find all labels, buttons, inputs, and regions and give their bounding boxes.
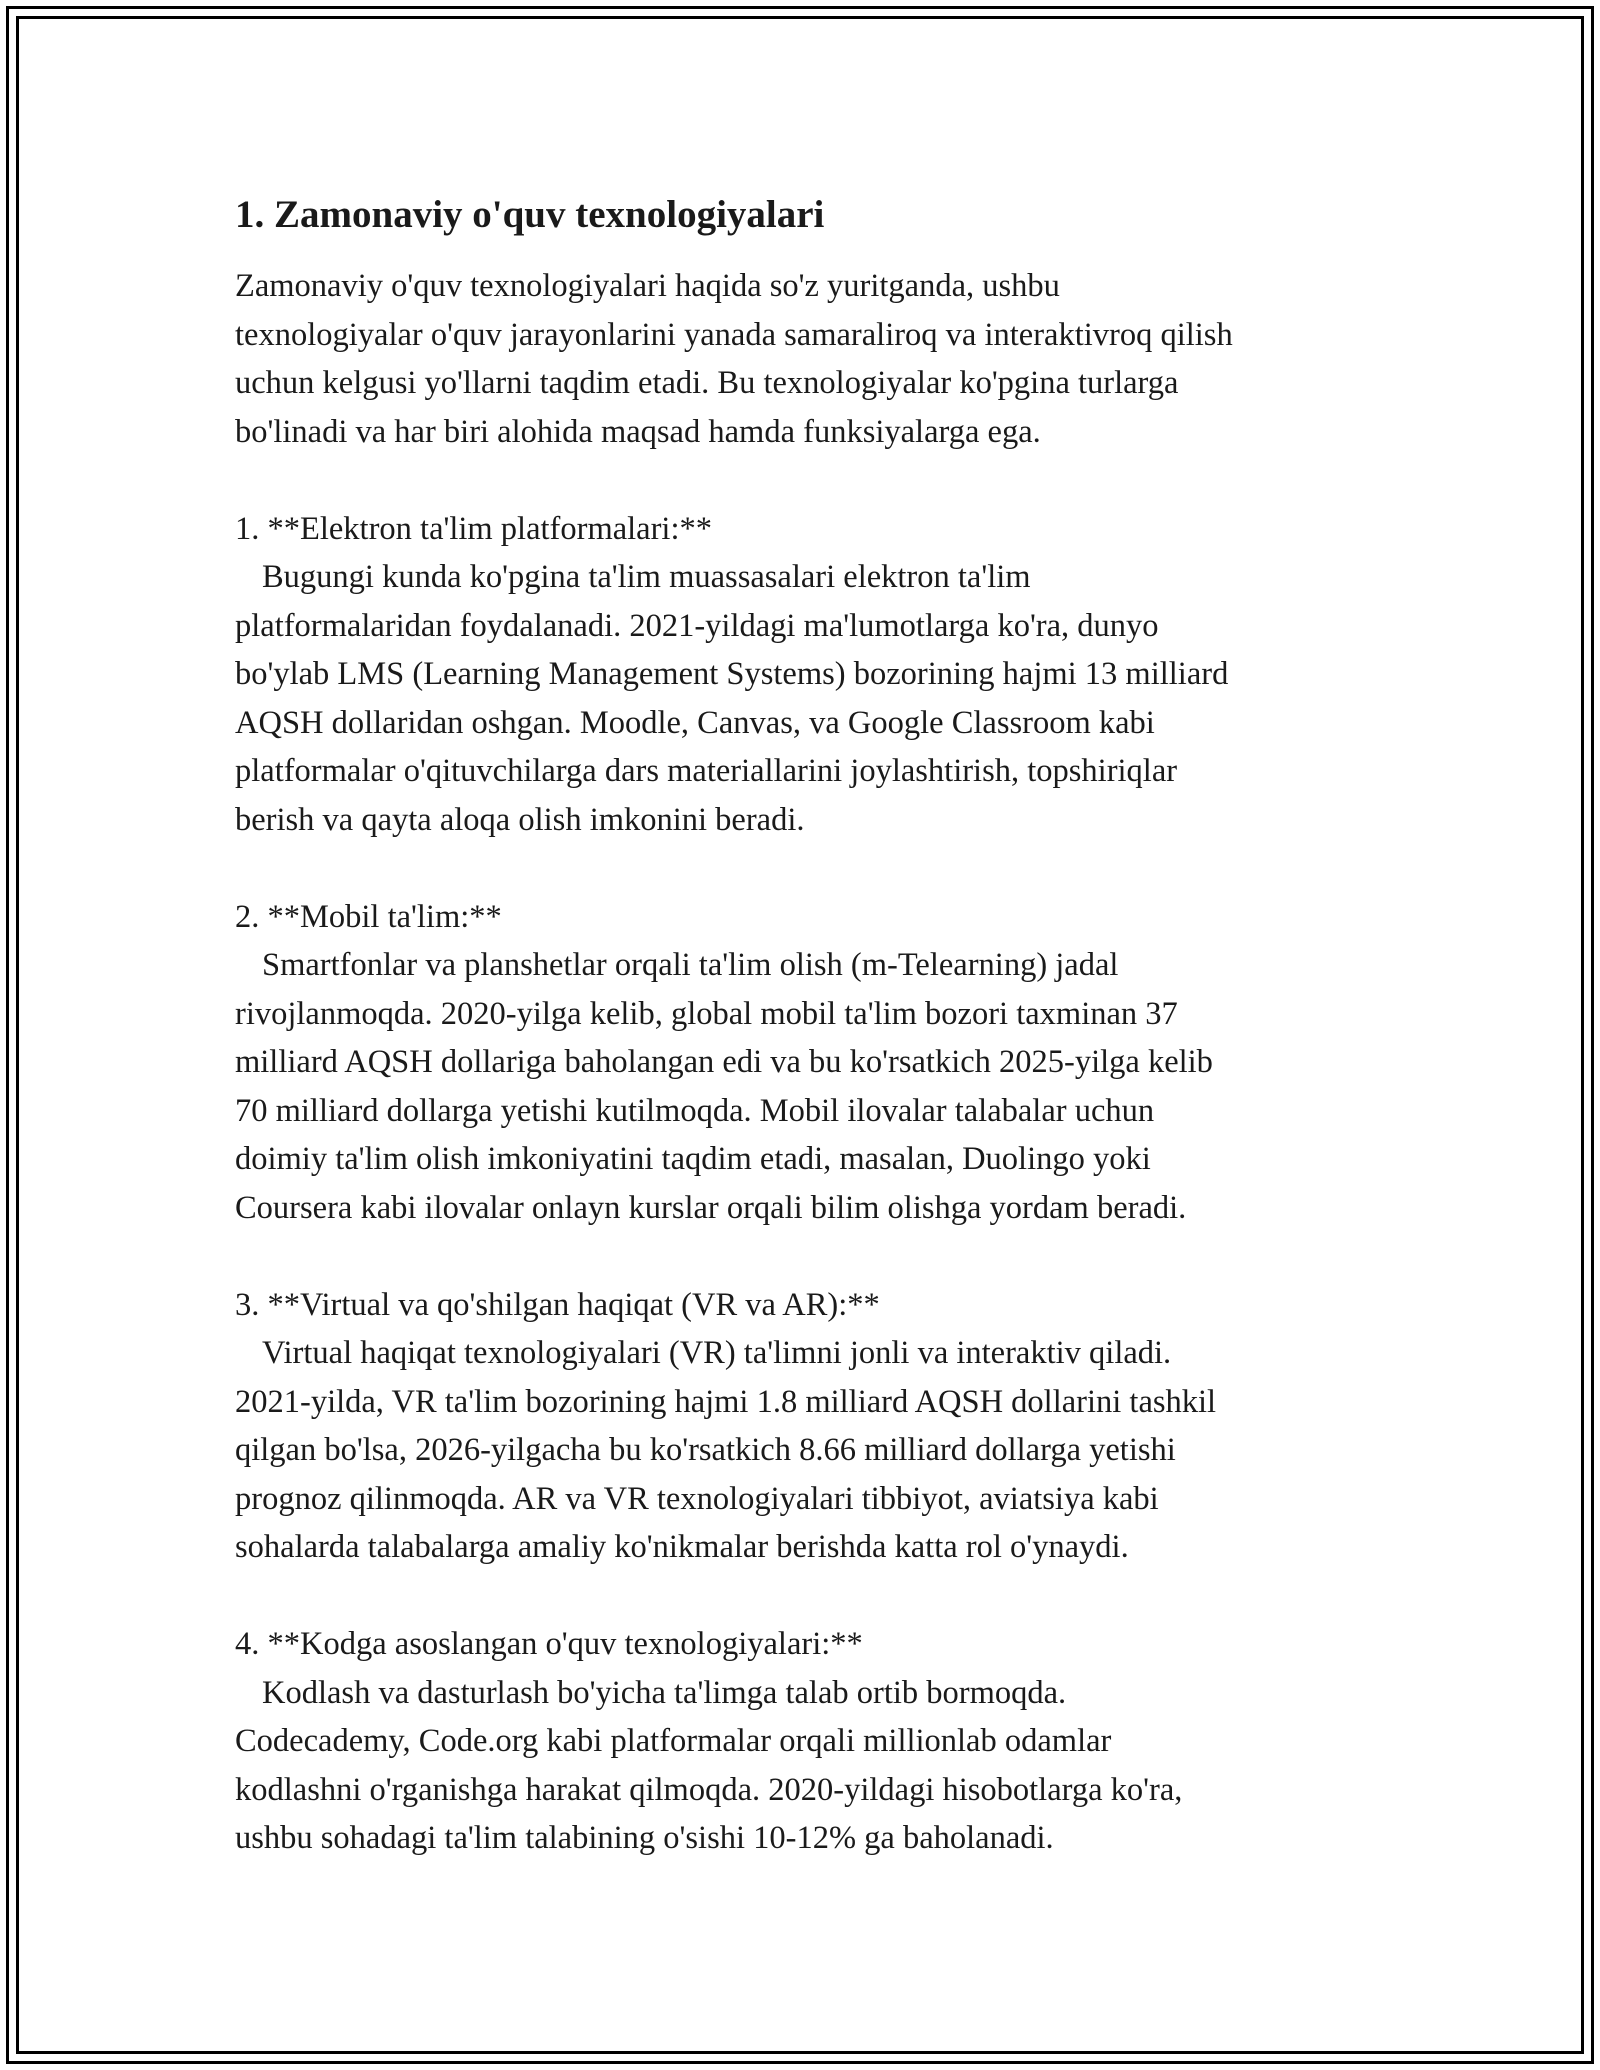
section-kodlash: [235, 1620, 1365, 1863]
section-line: prognoz qilinmoqda. AR va VR texnologiyalari tibbiyot, aviatsiya kabi: [235, 1480, 1159, 1517]
intro-line: Zamonaviy o'quv texnologiyalari haqida so'z yuritganda, ushbu: [235, 268, 1060, 304]
document-title: 1. Zamonaviy o'quv texnologiyalari: [235, 193, 825, 236]
section-vr-ar: [235, 1281, 1365, 1572]
section-heading: 2. **Mobil ta'lim:**: [235, 898, 502, 935]
section-line: kodlashni o'rganishga harakat qilmoqda. 2020-yildagi hisobotlarga ko'ra,: [235, 1771, 1183, 1808]
intro-line: texnologiyalar o'quv jarayonlarini yanada samaraliroq va interaktivroq qilish: [235, 316, 1233, 353]
section-line: Virtual haqiqat texnologiyalari (VR) ta'limni jonli va interaktiv qiladi.: [262, 1335, 1172, 1371]
section-mobil-talim: [235, 893, 1365, 1233]
section-heading: 4. **Kodga asoslangan o'quv texnologiyalari:**: [235, 1626, 863, 1662]
section-line: ushbu sohadagi ta'lim talabining o'sishi 10-12% ga baholanadi.: [235, 1820, 1054, 1856]
section-line: rivojlanmoqda. 2020-yilga kelib, global mobil ta'lim bozori taxminan 37: [235, 995, 1178, 1032]
section-line: AQSH dollaridan oshgan. Moodle, Canvas, va Google Classroom kabi: [235, 704, 1155, 741]
section-line: milliard AQSH dollariga baholangan edi va bu ko'rsatkich 2025-yilga kelib: [235, 1044, 1213, 1080]
section-line: qilgan bo'lsa, 2026-yilgacha bu ko'rsatkich 8.66 milliard dollarga yetishi: [235, 1432, 1176, 1468]
section-heading: 3. **Virtual va qo'shilgan haqiqat (VR va AR):**: [235, 1286, 880, 1323]
section-line: Kodlash va dasturlash bo'yicha ta'limga talab ortib bormoqda.: [262, 1674, 1067, 1711]
section-line: platformalaridan foydalanadi. 2021-yildagi ma'lumotlarga ko'ra, dunyo: [235, 607, 1159, 644]
section-elektron-talim: [235, 505, 1365, 845]
section-line: Bugungi kunda ko'pgina ta'lim muassasalari elektron ta'lim: [262, 559, 1031, 595]
section-line: Codecademy, Code.org kabi platformalar orqali millionlab odamlar: [235, 1723, 1112, 1759]
section-line: bo'ylab LMS (Learning Management Systems) bozorining hajmi 13 milliard: [235, 656, 1229, 692]
section-line: 2021-yilda, VR ta'lim bozorining hajmi 1.8 milliard AQSH dollarini tashkil: [235, 1383, 1217, 1420]
section-line: platformalar o'qituvchilarga dars materiallarini joylashtirish, topshiriqlar: [235, 753, 1178, 789]
intro-paragraph: [235, 262, 1365, 456]
section-line: berish va qayta aloqa olish imkonini beradi.: [235, 801, 805, 838]
intro-line: bo'linadi va har biri alohida maqsad hamda funksiyalarga ega.: [235, 413, 1041, 450]
section-line: sohalarda talabalarga amaliy ko'nikmalar berishda katta rol o'ynaydi.: [235, 1529, 1129, 1565]
section-line: Smartfonlar va planshetlar orqali ta'lim olish (m-Telearning) jadal: [262, 947, 1119, 983]
section-line: 70 milliard dollarga yetishi kutilmoqda. Mobil ilovalar talabalar uchun: [235, 1092, 1155, 1129]
document-body: [235, 190, 1365, 1863]
section-heading: 1. **Elektron ta'lim platformalari:**: [235, 510, 712, 547]
section-line: Coursera kabi ilovalar onlayn kurslar orqali bilim olishga yordam beradi.: [235, 1189, 1187, 1226]
section-line: doimiy ta'lim olish imkoniyatini taqdim etadi, masalan, Duolingo yoki: [235, 1141, 1151, 1177]
intro-line: uchun kelgusi yo'llarni taqdim etadi. Bu texnologiyalar ko'pgina turlarga: [235, 365, 1179, 401]
